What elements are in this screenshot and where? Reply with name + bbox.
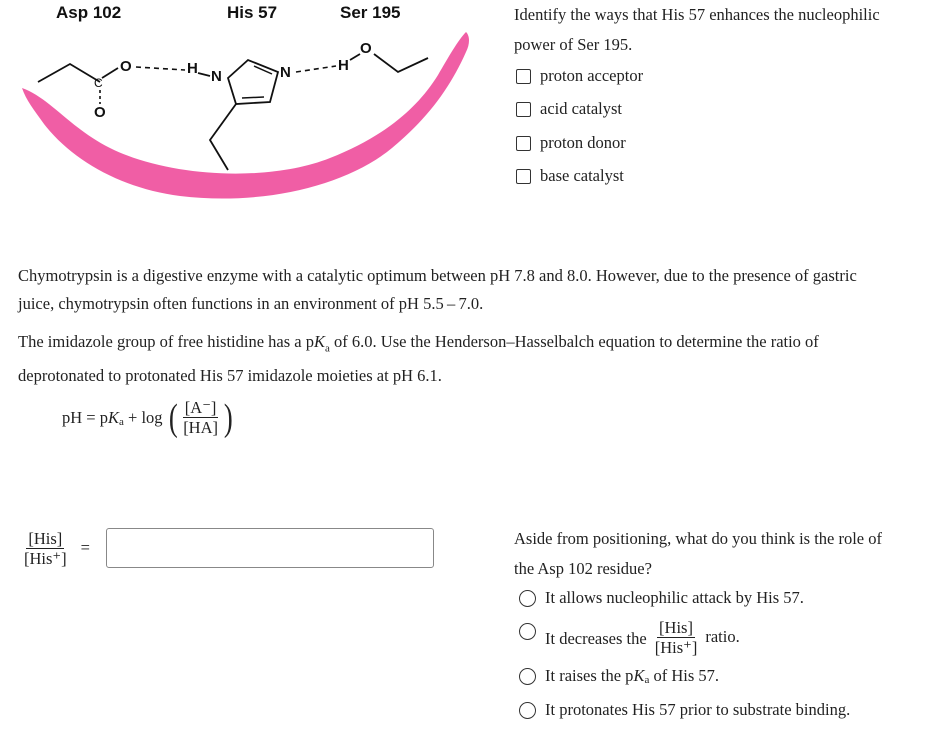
instructions-paragraph bbox=[18, 328, 923, 390]
ser-oh-bond bbox=[350, 54, 360, 60]
option-raises-pka-pre: It raises the p bbox=[545, 666, 634, 685]
option-raises-pka-post: of His 57. bbox=[649, 666, 720, 685]
equals-sign: = bbox=[80, 538, 90, 557]
triad-svg bbox=[0, 0, 490, 220]
instructions-paragraph-line2: deprotonated to protonated His 57 imidazole moieties at pH 6.1. bbox=[18, 366, 442, 386]
option-raises-pka-k: K bbox=[633, 666, 645, 685]
question-1 bbox=[514, 0, 919, 190]
option-raises-pka[interactable] bbox=[519, 666, 719, 686]
option-base-catalyst[interactable] bbox=[516, 162, 919, 190]
ratio-answer-input[interactable] bbox=[106, 528, 434, 568]
ser-side-chain bbox=[374, 54, 428, 72]
option-ratio-numerator: [His] bbox=[659, 618, 693, 637]
his-nitrogen-1: N bbox=[211, 68, 222, 85]
option-raises-pka-a: a bbox=[644, 674, 650, 686]
pka-a: a bbox=[325, 342, 330, 355]
his-hn-bond bbox=[198, 73, 210, 76]
option-decreases-ratio-fraction bbox=[653, 618, 700, 657]
option-acid-catalyst-label: acid catalyst bbox=[540, 99, 623, 118]
equation-k: K bbox=[107, 407, 119, 427]
option-nucleophilic-attack[interactable] bbox=[519, 588, 804, 608]
checkbox-proton-acceptor[interactable] bbox=[516, 69, 531, 84]
option-proton-acceptor[interactable] bbox=[516, 62, 919, 90]
ser-195-label: Ser 195 bbox=[340, 3, 401, 22]
option-decreases-ratio-pre: It decreases the bbox=[545, 628, 647, 648]
right-paren: ) bbox=[223, 396, 233, 439]
radio-protonates-his[interactable] bbox=[519, 702, 536, 719]
option-proton-donor[interactable] bbox=[516, 129, 919, 157]
his-hydrogen: H bbox=[187, 60, 198, 77]
his-ser-hbond bbox=[296, 66, 336, 72]
option-proton-donor-label: proton donor bbox=[540, 133, 626, 152]
his-57-label: His 57 bbox=[227, 3, 278, 22]
equation-fraction bbox=[181, 398, 220, 437]
catalytic-triad-diagram bbox=[0, 0, 490, 220]
option-protonates-his-label: It protonates His 57 prior to substrate binding. bbox=[545, 700, 851, 719]
option-base-catalyst-label: base catalyst bbox=[540, 166, 624, 185]
ratio-denominator: [His⁺] bbox=[24, 548, 67, 568]
pka-k: K bbox=[314, 332, 326, 351]
question-2-prompt-line1: Aside from positioning, what do you think is the role of bbox=[514, 529, 883, 548]
intro-paragraph-line1: Chymotrypsin is a digestive enzyme with a catalytic optimum between pH 7.8 and 8.0. However, due to the presence of gastric bbox=[18, 266, 857, 285]
asp-his-hbond bbox=[136, 67, 185, 70]
radio-decreases-ratio[interactable] bbox=[519, 623, 536, 640]
imidazole-double-bond-2 bbox=[242, 97, 264, 98]
his-nitrogen-2: N bbox=[280, 64, 291, 81]
asp-102-label: Asp 102 bbox=[56, 3, 122, 22]
asp-oxygen-top: O bbox=[120, 58, 132, 75]
option-ratio-denominator: [His⁺] bbox=[654, 638, 698, 657]
option-decreases-ratio[interactable] bbox=[519, 618, 740, 657]
equation-numerator: [A⁻] bbox=[184, 398, 217, 417]
radio-raises-pka[interactable] bbox=[519, 668, 536, 685]
option-proton-acceptor-label: proton acceptor bbox=[540, 66, 644, 85]
checkbox-base-catalyst[interactable] bbox=[516, 169, 531, 184]
imidazole-double-bond-1 bbox=[254, 66, 272, 74]
question-1-prompt-line2: power of Ser 195. bbox=[514, 35, 633, 54]
intro-paragraph-line2: juice, chymotrypsin often functions in an environment of pH 5.5 – 7.0. bbox=[18, 294, 484, 313]
protein-backbone-ribbon bbox=[22, 32, 469, 199]
left-paren: ( bbox=[168, 396, 178, 439]
checkbox-acid-catalyst[interactable] bbox=[516, 102, 531, 117]
ser-oxygen: O bbox=[360, 40, 372, 57]
equation-lhs: pH = p bbox=[62, 407, 108, 427]
equation-denominator: [HA] bbox=[183, 418, 219, 437]
asp-carbon: C bbox=[94, 76, 103, 90]
option-nucleophilic-attack-label: It allows nucleophilic attack by His 57. bbox=[545, 588, 804, 607]
question-2-prompt-line2: the Asp 102 residue? bbox=[514, 559, 652, 578]
ratio-numerator: [His] bbox=[28, 528, 63, 548]
question-1-prompt-line1: Identify the ways that His 57 enhances the nucleophilic bbox=[514, 5, 880, 24]
instructions-text-b: of 6.0. Use the Henderson–Hasselbalch equation to determine the ratio of bbox=[329, 332, 819, 351]
option-protonates-his[interactable] bbox=[519, 700, 850, 720]
ratio-fraction bbox=[22, 529, 69, 568]
question-2 bbox=[514, 524, 919, 584]
asp-oxygen-bottom: O bbox=[94, 104, 106, 121]
ser-hydrogen: H bbox=[338, 57, 349, 74]
option-decreases-ratio-post: ratio. bbox=[705, 626, 740, 646]
equation-a: a bbox=[119, 415, 124, 428]
equation-plus-log: + log bbox=[123, 407, 163, 427]
checkbox-proton-donor[interactable] bbox=[516, 136, 531, 151]
instructions-paragraph-line1 bbox=[18, 328, 923, 362]
radio-nucleophilic-attack[interactable] bbox=[519, 590, 536, 607]
ratio-answer-row bbox=[22, 528, 434, 568]
intro-paragraph bbox=[18, 262, 923, 318]
asp-side-chain bbox=[38, 64, 100, 82]
instructions-text-a: The imidazole group of free histidine has a p bbox=[18, 332, 314, 351]
asp-co-top-bond bbox=[102, 68, 118, 78]
his-side-chain bbox=[210, 104, 236, 170]
henderson-hasselbalch-equation bbox=[62, 398, 235, 437]
option-acid-catalyst[interactable] bbox=[516, 95, 919, 123]
